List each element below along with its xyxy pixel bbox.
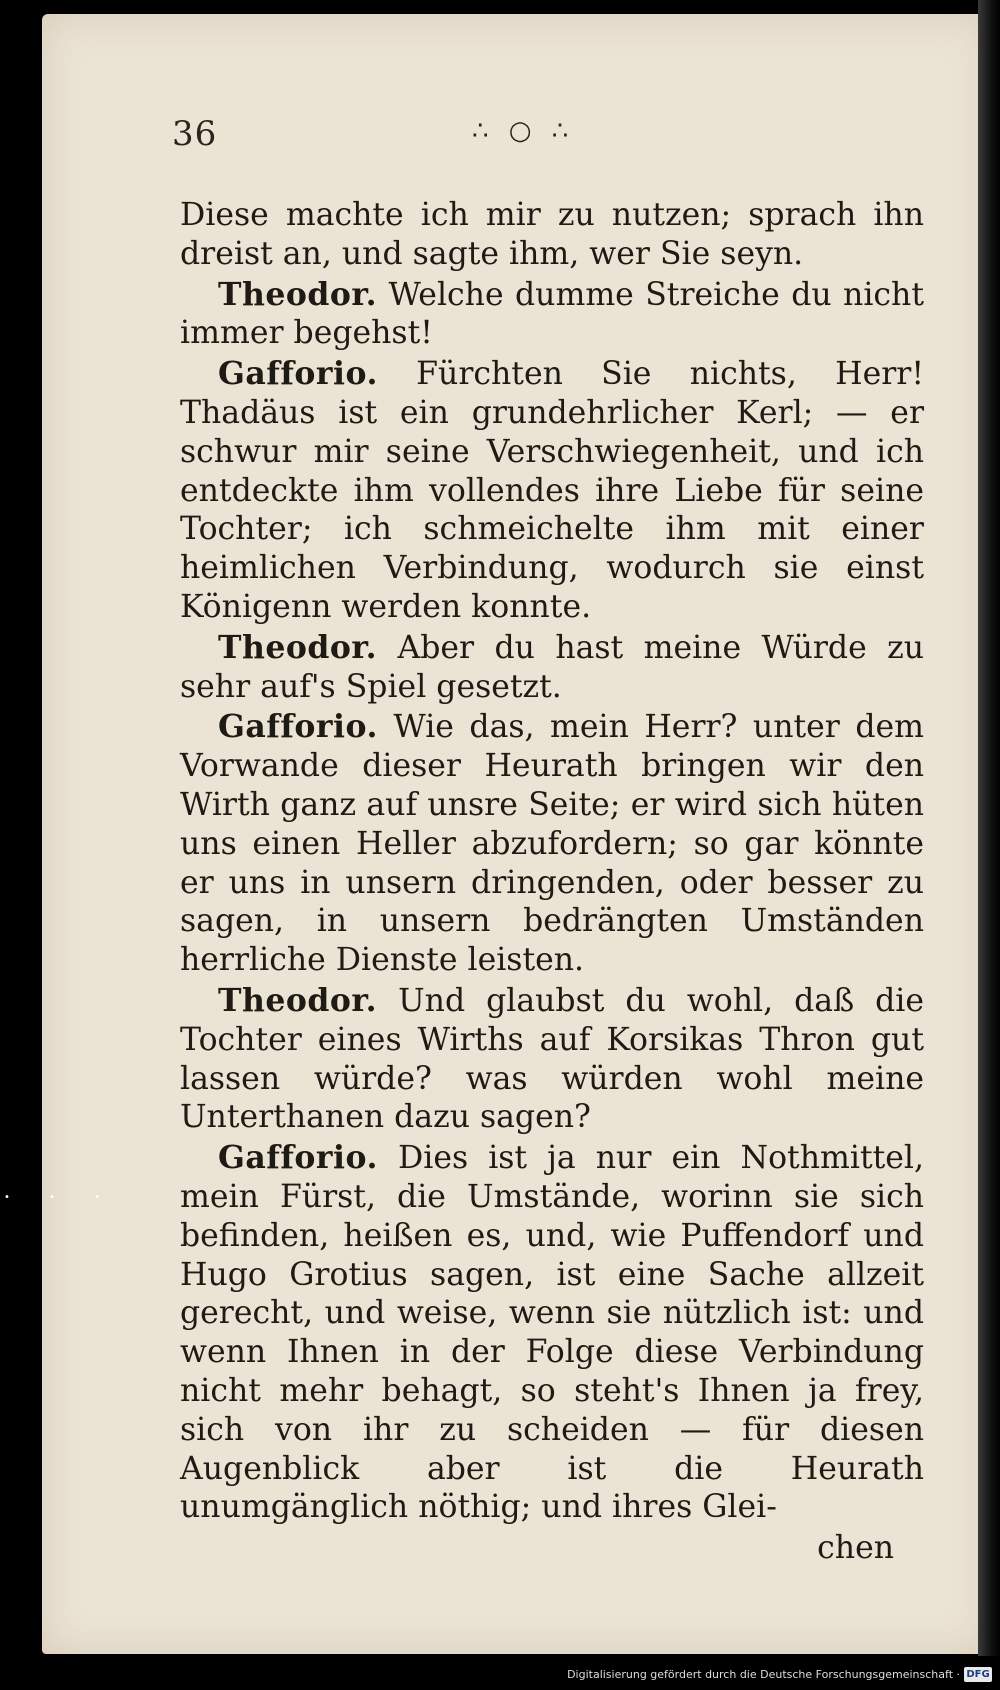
margin-dots: • • • (4, 1192, 119, 1203)
speech-text: Fürchten Sie nichts, Herr! Thadäus ist ein grundehrlicher Kerl; — er schwur mir seine Verschwiegenheit, und ich entdeckte ihm vollendes ihre Liebe für seine Tochter; ich schmeichelte ihm mit einer heimlichen Verbindung, wodurch sie einst Königenn werden konnte. (180, 356, 924, 625)
dialogue-paragraph (180, 355, 924, 627)
paragraph-text: Diese machte ich mir zu nutzen; sprach ihn dreist an, und sagte ihm, wer Sie seyn. (180, 197, 924, 272)
funding-credit: Digitalisierung gefördert durch die Deutsche Forschungsgemeinschaft · (567, 1668, 960, 1681)
catchword: chen (817, 1530, 894, 1567)
speech-text: Dies ist ja nur ein Nothmittel, mein Fürst, die Umstände, worinn sie sich befinden, heißen es, und, wie Puffendorf und Hugo Grotius sagen, ist eine Sache allzeit gerecht, und weise, wenn sie nützlich ist: und wenn Ihnen in der Folge diese Verbindung nicht mehr behagt, so steht's Ihnen ja frey, sich von ihr zu scheiden — für diesen Augenblick aber ist die Heurath unumgänglich nöthig; und ihres Glei- (180, 1140, 924, 1526)
dialogue-paragraph (180, 708, 924, 980)
page-header (172, 114, 872, 164)
header-ornament: ∴ ○ ∴ (472, 116, 575, 146)
speaker-name: Theodor. (218, 275, 378, 313)
footer-bar (0, 1660, 1000, 1690)
speech-text: Und glaubst du wohl, daß die Tochter eines Wirths auf Korsikas Thron gut lassen würde? was würden wohl meine Unterthanen dazu sagen? (180, 982, 924, 1136)
paragraph (180, 196, 924, 274)
page-text (180, 196, 924, 1568)
speech-text: Wie das, mein Herr? unter dem Vorwande dieser Heurath bringen wir den Wirth ganz auf unsre Seite; er wird sich hüten uns einen Heller abzufordern; so gar könnte er uns in unsern dringenden, oder besser zu sagen, in unsern bedrängten Umständen herrliche Dienste leisten. (180, 709, 924, 979)
page-edge-shadow (978, 0, 1000, 1656)
speaker-name: Gafforio. (218, 355, 378, 393)
dialogue-paragraph (180, 629, 924, 707)
speaker-name: Gafforio. (218, 708, 378, 746)
dialogue-paragraph (180, 982, 924, 1137)
book-page (42, 14, 990, 1654)
speaker-name: Theodor. (218, 981, 378, 1019)
speech-text: Aber du hast meine Würde zu sehr auf's Spiel gesetzt. (180, 629, 924, 705)
dfg-logo-icon: DFG (964, 1667, 992, 1682)
speaker-name: Theodor. (218, 628, 378, 666)
page-number: 36 (172, 114, 218, 154)
speaker-name: Gafforio. (218, 1139, 378, 1177)
dialogue-paragraph (180, 1139, 924, 1527)
speech-text: Welche dumme Streiche du nicht immer begehst! (180, 276, 924, 352)
dialogue-paragraph (180, 276, 924, 354)
